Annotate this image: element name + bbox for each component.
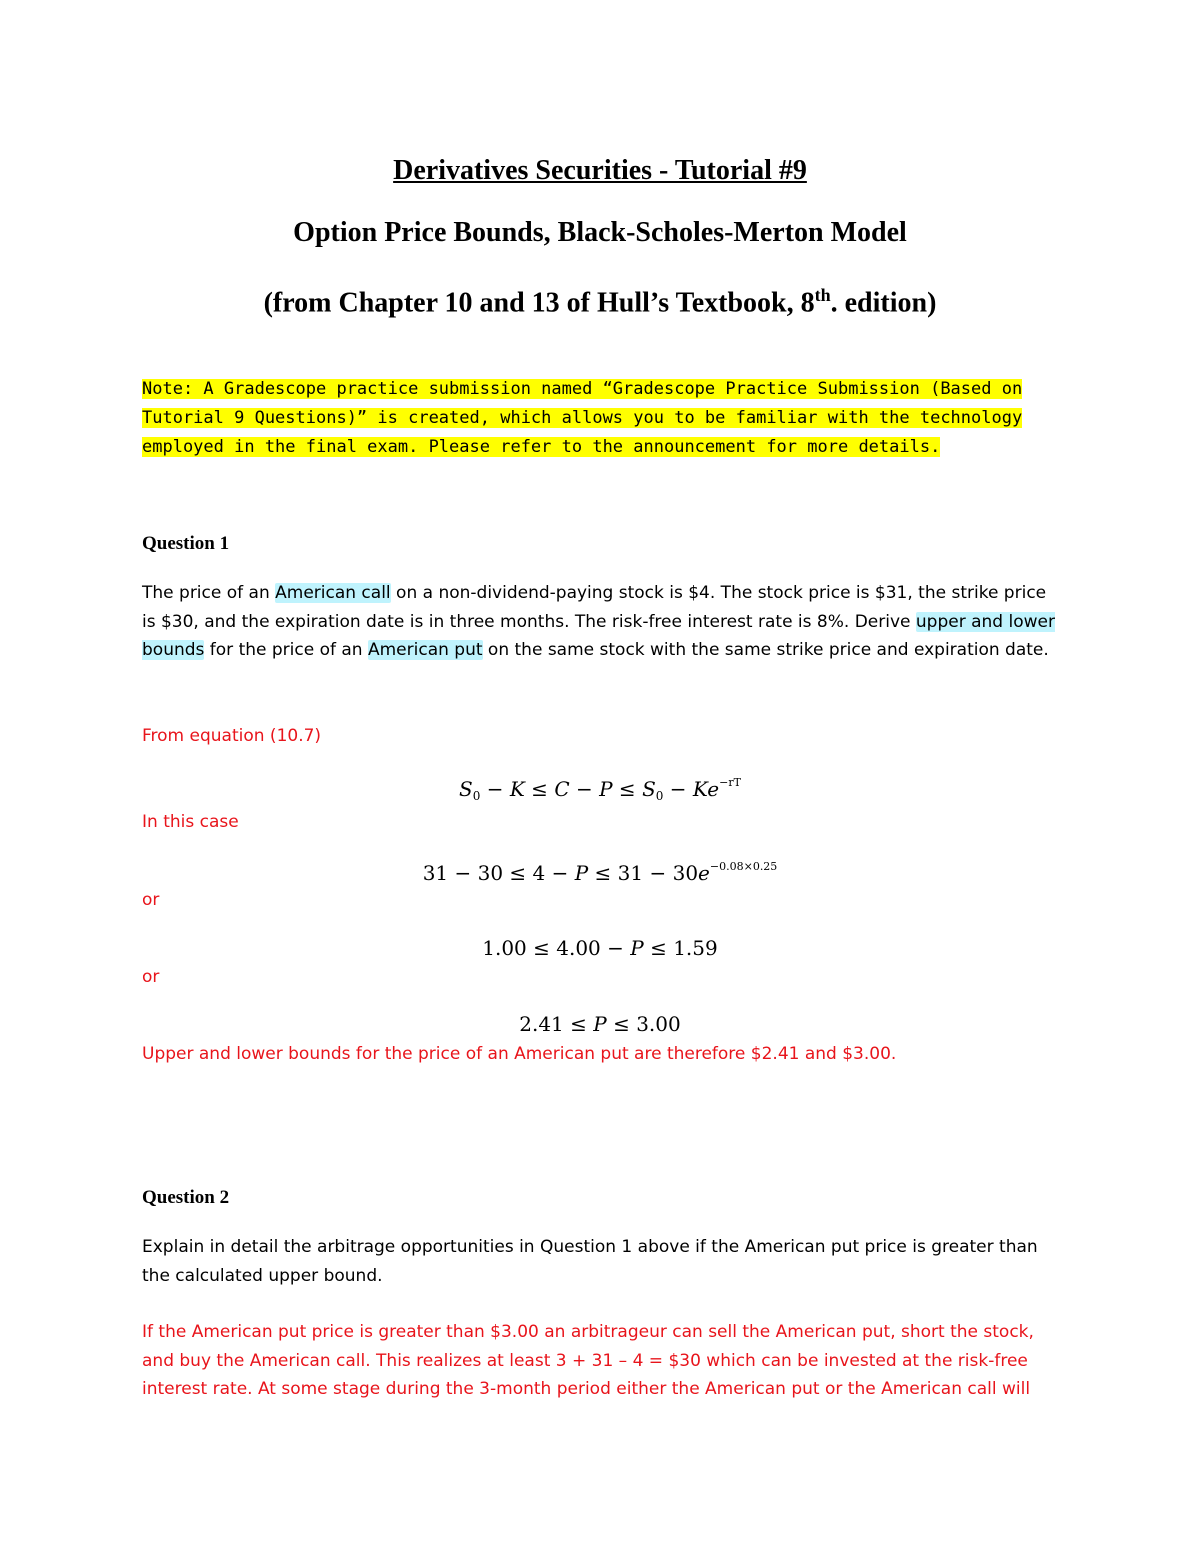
answer-in-this-case: In this case	[142, 812, 239, 832]
eq1-op: ≤	[524, 777, 555, 801]
eq2-text: 31 − 30 ≤ 4 −	[422, 861, 575, 885]
q1-highlight-bounds: upper and lower bounds	[142, 611, 1055, 660]
eq4-text: 2.41 ≤	[519, 1012, 594, 1036]
answer-from-equation: From equation (10.7)	[142, 726, 322, 746]
equation-result	[0, 1012, 1200, 1036]
q1-text-d: on the same stock with the same strike price and expiration date.	[482, 640, 1049, 660]
note-text: Note: A Gradescope practice submission named “Gradescope Practice Submission (Based on Tutorial 9 Questions)” is created, which allows you to be familiar with the technology employed in the final exam. Please refer to the announcement for more details.	[142, 379, 1023, 457]
document-source	[0, 264, 1200, 334]
eq1-op: −	[480, 777, 510, 801]
eq1-sub: 0	[472, 789, 481, 803]
source-text-end: . edition)	[830, 287, 937, 319]
question-2-heading: Question 2	[142, 1187, 230, 1208]
document-title: Derivatives Securities - Tutorial #9	[393, 155, 807, 186]
answer-conclusion: Upper and lower bounds for the price of an American put are therefore $2.41 and $3.00.	[142, 1044, 897, 1064]
eq1-op: −	[569, 777, 600, 801]
title-block	[0, 140, 1200, 334]
eq4-p: P	[593, 1012, 607, 1036]
eq1-p: P	[599, 777, 613, 801]
q1-text-b: on a non-dividend-paying stock is $4. The stock price is $31, the strike price is $30, and the expiration date is in three months. The risk-free interest rate is 8%. Derive	[142, 583, 1047, 632]
question-2-answer: If the American put price is greater than $3.00 an arbitrageur can sell the American put, short the stock, and buy the American call. This realizes at least 3 + 31 – 4 = $30 which can be invested at the risk-free interest rate. At some stage during the 3-month period either the American put or the American call will	[142, 1322, 1034, 1399]
q1-text-c: for the price of an	[204, 640, 368, 660]
answer-or-1: or	[142, 890, 160, 910]
question-1-text	[142, 579, 1062, 665]
question-1-heading: Question 1	[142, 533, 230, 554]
q1-text-a: The price of an	[142, 583, 276, 603]
eq2-exponent: −0.08×0.25	[709, 860, 778, 873]
eq1-s: S	[459, 777, 473, 801]
gradescope-note	[142, 375, 1062, 462]
eq3-p: P	[630, 936, 644, 960]
equation-simplified	[0, 936, 1200, 960]
answer-or-2: or	[142, 967, 160, 987]
document-subtitle: Option Price Bounds, Black-Scholes-Merton Model	[293, 217, 907, 248]
eq1-op: ≤	[612, 777, 643, 801]
eq1-k: K	[509, 777, 525, 801]
eq3-text: 1.00 ≤ 4.00 −	[482, 936, 631, 960]
equation-put-call-bounds	[0, 776, 1200, 803]
eq4-text: ≤ 3.00	[606, 1012, 681, 1036]
eq1-op: −	[663, 777, 693, 801]
eq1-exponent: −rT	[719, 776, 741, 789]
q1-highlight-american-call: American call	[275, 583, 391, 603]
question-2-text: Explain in detail the arbitrage opportunities in Question 1 above if the American put price is greater than the calculated upper bound.	[142, 1237, 1038, 1286]
eq1-s2: S	[642, 777, 656, 801]
q1-highlight-american-put: American put	[367, 640, 483, 660]
eq3-text: ≤ 1.59	[643, 936, 718, 960]
eq1-sub2: 0	[655, 789, 664, 803]
eq2-text: ≤ 31 − 30	[588, 861, 699, 885]
equation-substituted	[0, 860, 1200, 885]
eq2-e: e	[698, 861, 710, 885]
source-superscript: th	[814, 285, 831, 305]
eq1-c: C	[554, 777, 570, 801]
source-text: (from Chapter 10 and 13 of Hull’s Textbook, 8	[263, 287, 815, 319]
eq1-ke: Ke	[692, 777, 720, 801]
eq2-p: P	[574, 861, 589, 885]
